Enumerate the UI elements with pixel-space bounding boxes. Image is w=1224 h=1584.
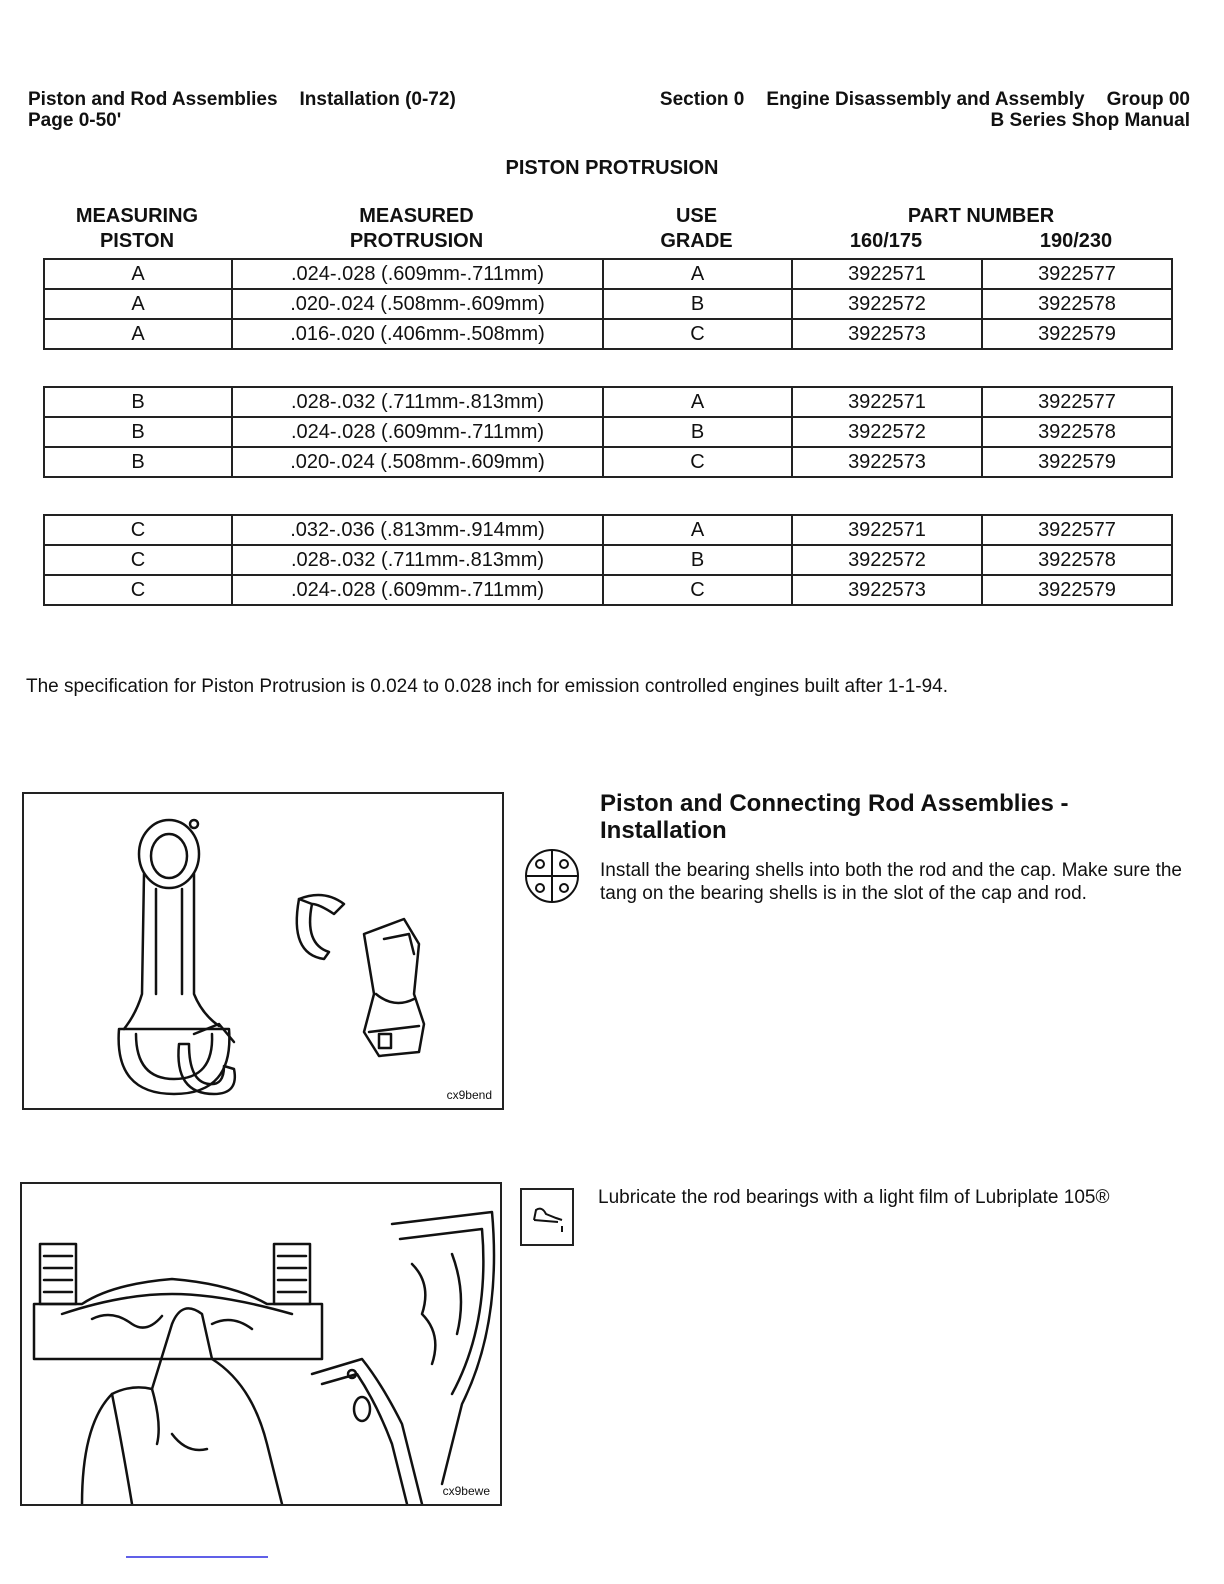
col-header-measuring-2: PISTON: [99, 230, 175, 252]
cell-piston: B: [44, 387, 232, 417]
col-header-measured-2: PROTRUSION: [349, 230, 484, 252]
protrusion-table-group-c: [43, 514, 1173, 606]
cell-grade: C: [603, 575, 792, 605]
cell-piston: B: [44, 447, 232, 477]
col-header-measuring: [43, 204, 231, 254]
cell-piston: C: [44, 545, 232, 575]
cell-pn-190-230: 3922577: [982, 515, 1172, 545]
protrusion-table-group-b: [43, 386, 1173, 478]
cell-pn-160-175: 3922573: [792, 319, 982, 349]
cell-protrusion: .016-.020 (.406mm-.508mm): [232, 319, 603, 349]
table-title: PISTON PROTRUSION: [505, 157, 719, 179]
section-heading-line1: Piston and Connecting Rod Assemblies -: [600, 790, 1069, 817]
figure-caption: cx9bewe: [442, 1484, 490, 1498]
cell-pn-160-175: 3922571: [792, 259, 982, 289]
cell-pn-160-175: 3922573: [792, 447, 982, 477]
cell-pn-190-230: 3922578: [982, 417, 1172, 447]
header-section-name: Engine Disassembly and Assembly: [766, 89, 1085, 110]
cell-grade: B: [603, 289, 792, 319]
install-step-text: Install the bearing shells into both the rod and the cap. Make sure the tang on the bearing shells is in the slot of the cap and rod.: [600, 860, 1182, 904]
cell-pn-190-230: 3922579: [982, 575, 1172, 605]
cell-protrusion: .028-.032 (.711mm-.813mm): [232, 387, 603, 417]
cell-pn-190-230: 3922579: [982, 447, 1172, 477]
tools-icon: [520, 846, 584, 906]
header-section-title: Piston and Rod Assemblies: [28, 89, 278, 110]
cell-pn-160-175: 3922571: [792, 515, 982, 545]
cell-grade: C: [603, 447, 792, 477]
cell-grade: B: [603, 417, 792, 447]
header-group: Group 00: [1106, 89, 1190, 110]
header-right-line1: [660, 89, 1190, 111]
cell-grade: A: [603, 387, 792, 417]
col-header-measuring-1: MEASURING: [75, 205, 199, 227]
cell-piston: A: [44, 319, 232, 349]
cell-protrusion: .028-.032 (.711mm-.813mm): [232, 545, 603, 575]
cell-protrusion: .024-.028 (.609mm-.711mm): [232, 575, 603, 605]
col-header-160-175: 160/175: [849, 230, 923, 252]
col-header-use-1: USE: [675, 205, 718, 227]
header-section: Section 0: [659, 89, 745, 110]
cell-pn-190-230: 3922579: [982, 319, 1172, 349]
table-row: [44, 259, 1172, 289]
cell-protrusion: .020-.024 (.508mm-.609mm): [232, 289, 603, 319]
section-heading-line2: Installation: [600, 817, 727, 844]
cell-pn-160-175: 3922572: [792, 545, 982, 575]
lubricate-step-text: Lubricate the rod bearings with a light film of Lubriplate 105®: [598, 1187, 1110, 1208]
footer-rule: [126, 1556, 268, 1558]
table-row: [44, 447, 1172, 477]
header-left-line1: [28, 89, 456, 111]
oil-can-icon: [520, 1188, 574, 1246]
protrusion-spec-note: The specification for Piston Protrusion is 0.024 to 0.028 inch for emission controlled engines built after 1-1-94.: [26, 676, 949, 697]
table-row: [44, 545, 1172, 575]
header-installation-ref: Installation (0-72): [299, 89, 456, 110]
lubricate-illustration: [22, 1184, 500, 1504]
cell-grade: A: [603, 259, 792, 289]
cell-piston: A: [44, 259, 232, 289]
figure-rod-bearing-shells: [22, 792, 504, 1110]
cell-pn-190-230: 3922578: [982, 545, 1172, 575]
cell-protrusion: .032-.036 (.813mm-.914mm): [232, 515, 603, 545]
header-page-number: Page 0-50': [28, 110, 122, 131]
cell-pn-190-230: 3922578: [982, 289, 1172, 319]
col-header-part-number: PART NUMBER: [907, 205, 1055, 227]
rod-bearing-illustration: [24, 794, 502, 1108]
col-header-measured-1: MEASURED: [359, 205, 474, 227]
cell-protrusion: .024-.028 (.609mm-.711mm): [232, 417, 603, 447]
table-row: [44, 575, 1172, 605]
cell-pn-160-175: 3922572: [792, 417, 982, 447]
cell-protrusion: .024-.028 (.609mm-.711mm): [232, 259, 603, 289]
table-row: [44, 387, 1172, 417]
cell-pn-160-175: 3922572: [792, 289, 982, 319]
figure-caption: cx9bend: [446, 1088, 492, 1102]
figure-lubricate-bearings: [20, 1182, 502, 1506]
cell-grade: C: [603, 319, 792, 349]
cell-pn-160-175: 3922571: [792, 387, 982, 417]
table-row: [44, 319, 1172, 349]
col-header-190-230: 190/230: [1039, 230, 1113, 252]
cell-piston: B: [44, 417, 232, 447]
cell-grade: A: [603, 515, 792, 545]
cell-grade: B: [603, 545, 792, 575]
table-row: [44, 417, 1172, 447]
cell-piston: A: [44, 289, 232, 319]
protrusion-table-group-a: [43, 258, 1173, 350]
cell-protrusion: .020-.024 (.508mm-.609mm): [232, 447, 603, 477]
col-header-use-grade: [602, 204, 791, 254]
cell-pn-190-230: 3922577: [982, 387, 1172, 417]
col-header-measured: [231, 204, 602, 254]
section-heading: [600, 790, 1190, 844]
header-manual: B Series Shop Manual: [990, 110, 1190, 131]
col-header-use-2: GRADE: [660, 230, 733, 252]
cell-pn-190-230: 3922577: [982, 259, 1172, 289]
cell-pn-160-175: 3922573: [792, 575, 982, 605]
table-row: [44, 289, 1172, 319]
cell-piston: C: [44, 515, 232, 545]
cell-piston: C: [44, 575, 232, 605]
table-row: [44, 515, 1172, 545]
